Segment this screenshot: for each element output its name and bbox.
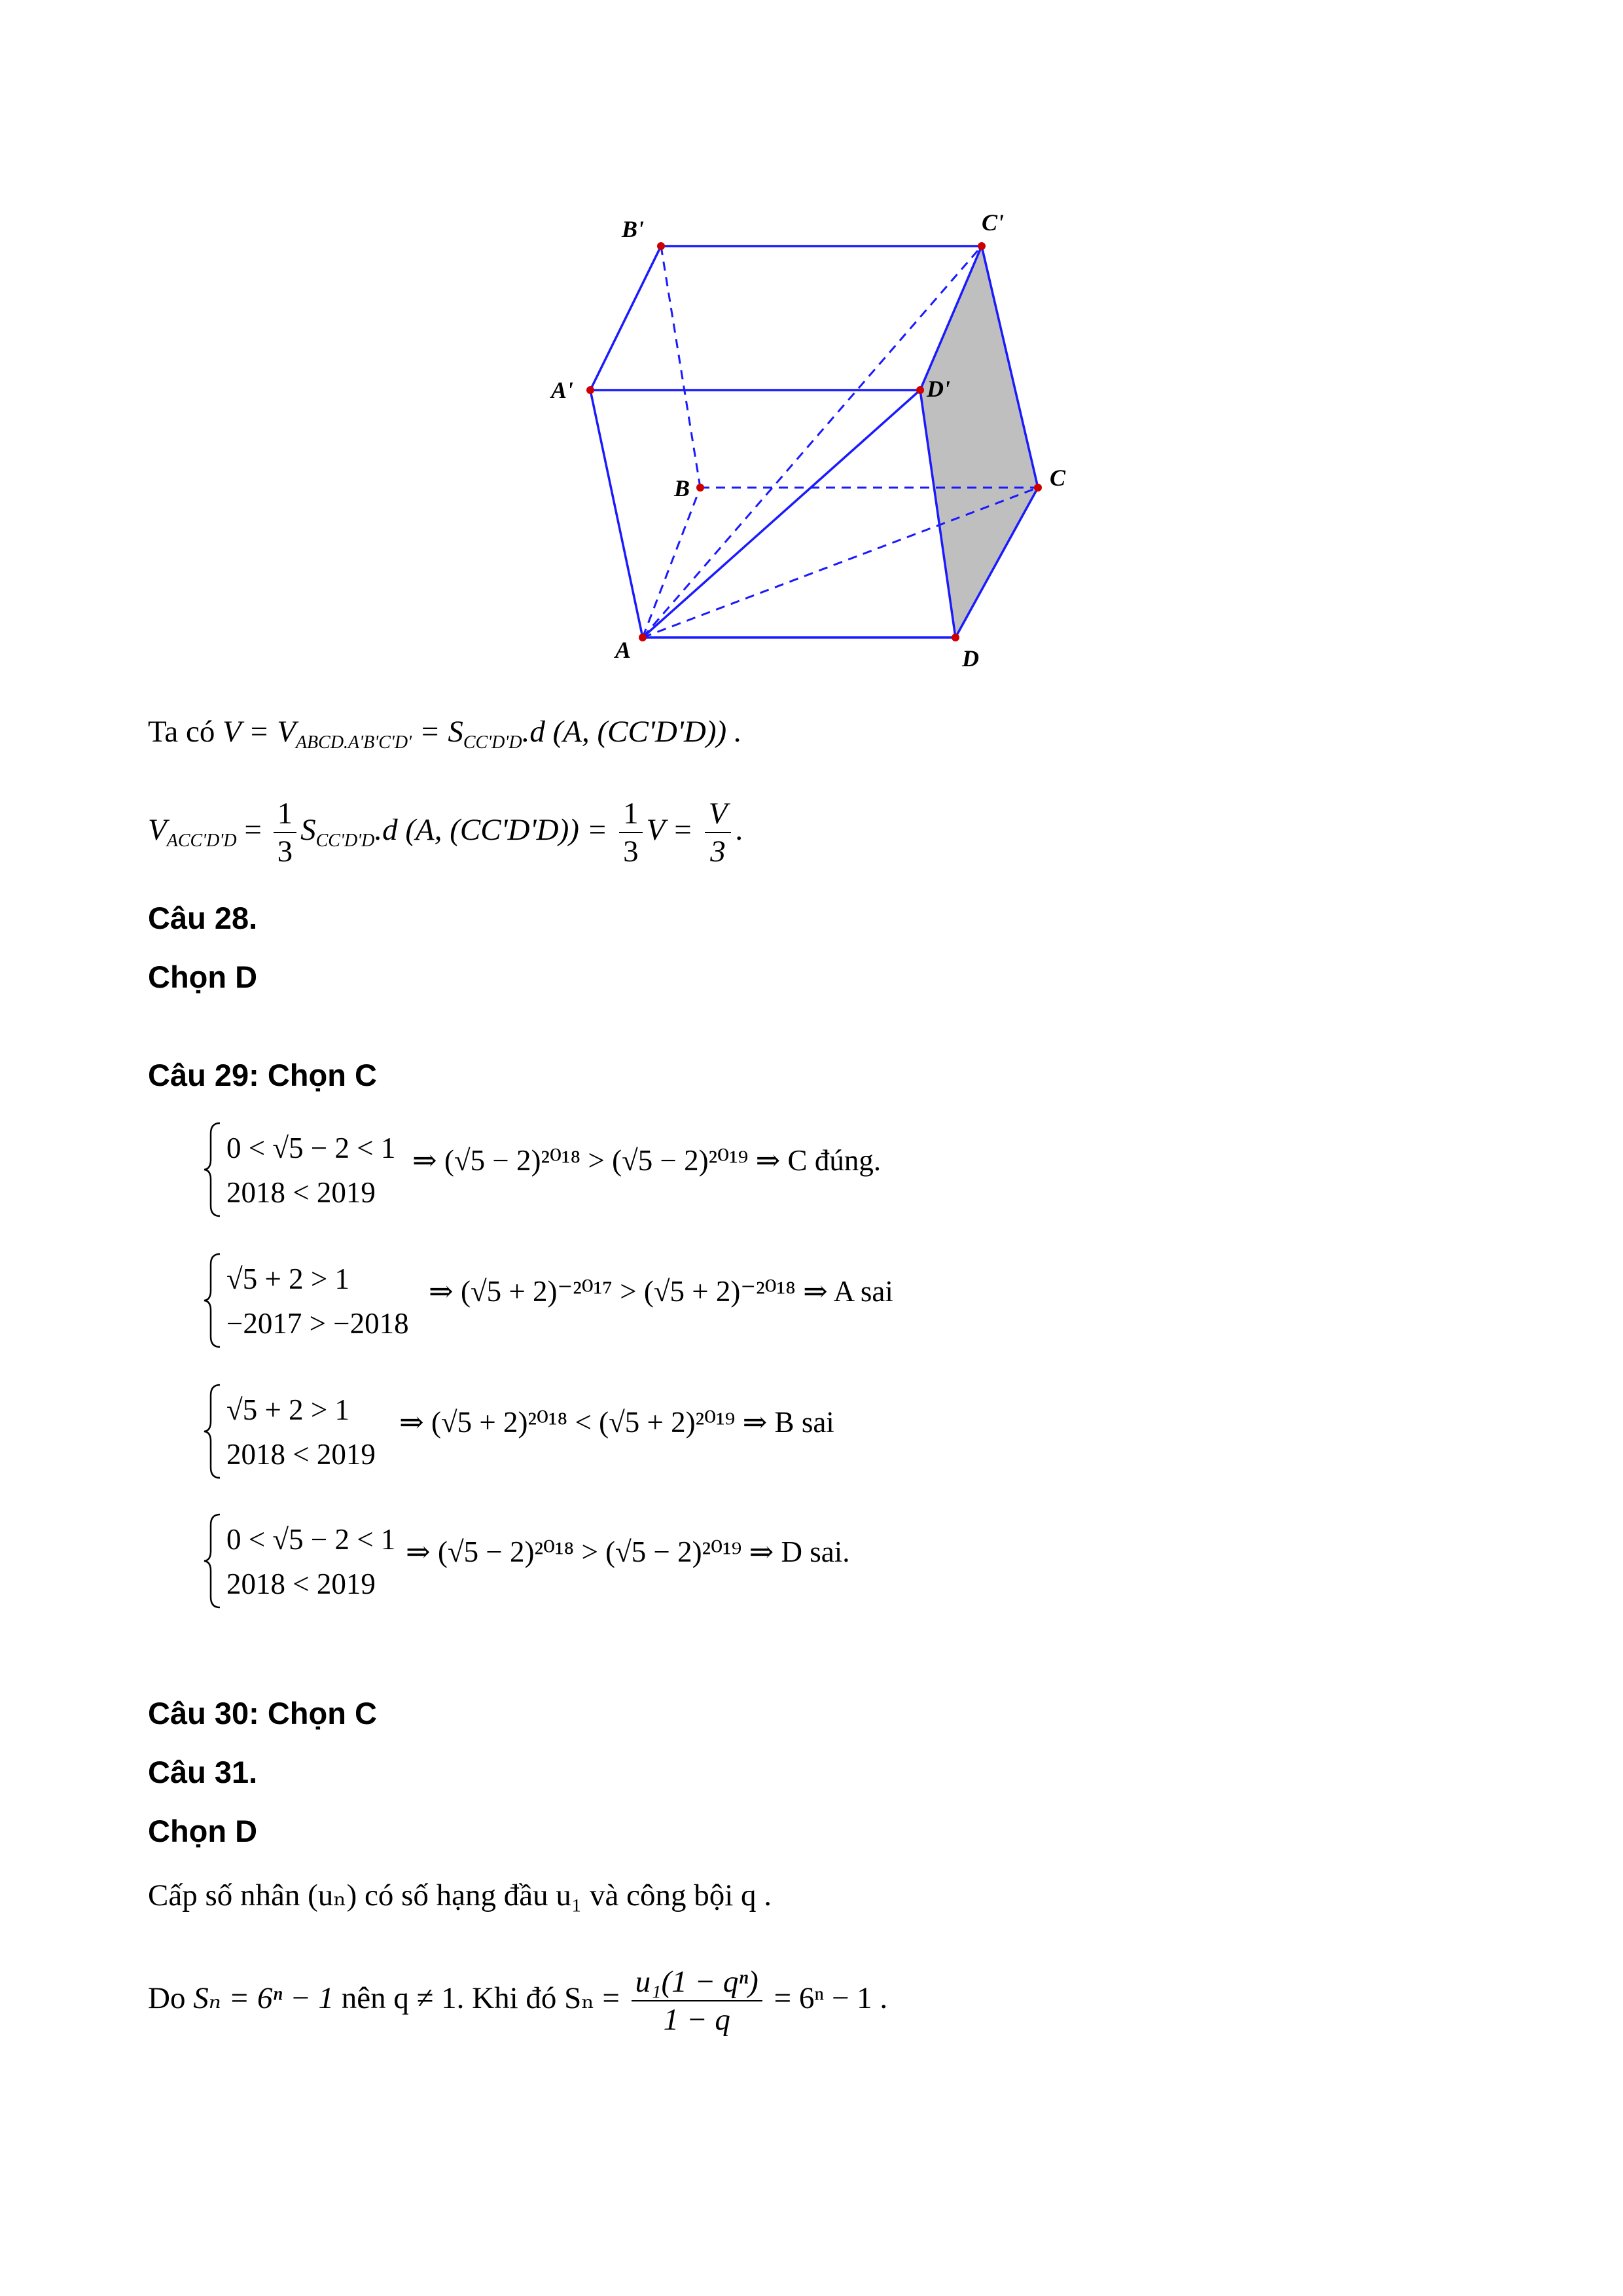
brace-icon — [203, 1251, 223, 1350]
heading-cau-29: Câu 29: Chọn C — [148, 1058, 377, 1092]
label-d: D — [962, 645, 979, 672]
heading-cau-31: Câu 31. — [148, 1755, 258, 1789]
fraction: $\frac{1}{3}$ — [619, 795, 643, 870]
shaded-face — [920, 246, 1038, 637]
volume-line-1 — [148, 713, 742, 754]
heading-cau-28: Câu 28. — [148, 901, 258, 935]
system-row: −2017 > −2018 — [226, 1307, 409, 1340]
sequence-intro: Cấp số nhân (uₙ) có số hạng đầu u₁ và công bội q . — [148, 1878, 772, 1912]
subscript: CC'D'D — [463, 732, 522, 753]
system-row: √5 + 2 > 1 — [226, 1263, 349, 1295]
volume-line-2 — [148, 795, 743, 870]
label-a: A — [615, 637, 632, 663]
heading-cau-30: Câu 30: Chọn C — [148, 1696, 377, 1731]
formula-s: S — [300, 813, 316, 848]
label-c-prime: C' — [982, 209, 1005, 236]
sum-formula-line — [148, 1964, 887, 2039]
system-row: √5 + 2 > 1 — [226, 1393, 349, 1426]
formula-tail: = 6ⁿ − 1 . — [766, 1981, 888, 2016]
text-mid: nên q ≠ 1. Khi đó Sₙ = — [334, 1981, 628, 2016]
answer-28: Chọn D — [148, 960, 258, 994]
answer-31: Chọn D — [148, 1814, 258, 1848]
formula-v: V — [148, 813, 167, 848]
label-c: C — [1050, 465, 1066, 491]
formula-s: = S — [412, 715, 463, 749]
prism-figure — [524, 196, 1113, 694]
system-row: 0 < √5 − 2 < 1 — [226, 1523, 396, 1556]
system-row: 2018 < 2019 — [226, 1568, 376, 1600]
system-conclusion: ⇒ (√5 + 2)⁻²⁰¹⁷ > (√5 + 2)⁻²⁰¹⁸ ⇒ A sai — [429, 1275, 893, 1308]
label-b: B — [674, 475, 690, 501]
period: . — [735, 813, 743, 848]
system-row: 0 < √5 − 2 < 1 — [226, 1132, 396, 1164]
fraction: $\frac{1}{3}$ — [274, 795, 297, 870]
system-row: 2018 < 2019 — [226, 1176, 376, 1209]
prism-diagram — [524, 196, 1113, 694]
system-conclusion: ⇒ (√5 − 2)²⁰¹⁸ > (√5 − 2)²⁰¹⁹ ⇒ C đúng. — [412, 1144, 882, 1177]
subscript: ABCD.A'B'C'D' — [295, 732, 412, 753]
formula-v: V = — [646, 813, 701, 848]
brace-icon — [203, 1121, 223, 1219]
brace-icon — [203, 1512, 223, 1610]
text-prefix: Do — [148, 1981, 194, 2016]
label-d-prime: D' — [927, 376, 950, 402]
fraction: $\frac{V}{3}$ — [705, 795, 732, 870]
formula-sn: Sₙ = 6ⁿ − 1 — [193, 1981, 334, 2016]
formula-tail: .d (A, (CC'D'D)) = — [374, 813, 616, 848]
label-a-prime: A' — [551, 377, 574, 403]
subscript: ACC'D'D — [166, 831, 237, 852]
text-prefix: Ta có — [148, 715, 215, 749]
system-conclusion: ⇒ (√5 + 2)²⁰¹⁸ < (√5 + 2)²⁰¹⁹ ⇒ B sai — [399, 1406, 834, 1439]
subscript: CC'D'D — [315, 831, 375, 852]
formula-v: V = V — [223, 715, 296, 749]
label-b-prime: B' — [622, 216, 645, 242]
formula-tail: .d (A, (CC'D'D)) . — [522, 715, 742, 749]
system-conclusion: ⇒ (√5 − 2)²⁰¹⁸ > (√5 − 2)²⁰¹⁹ ⇒ D sai. — [406, 1535, 850, 1568]
equals: = — [236, 813, 270, 848]
brace-icon — [203, 1382, 223, 1480]
system-row: 2018 < 2019 — [226, 1438, 376, 1471]
fraction: $\frac{\text{u₁(1 − qⁿ)}}{1 - q}$ — [632, 1964, 762, 2039]
